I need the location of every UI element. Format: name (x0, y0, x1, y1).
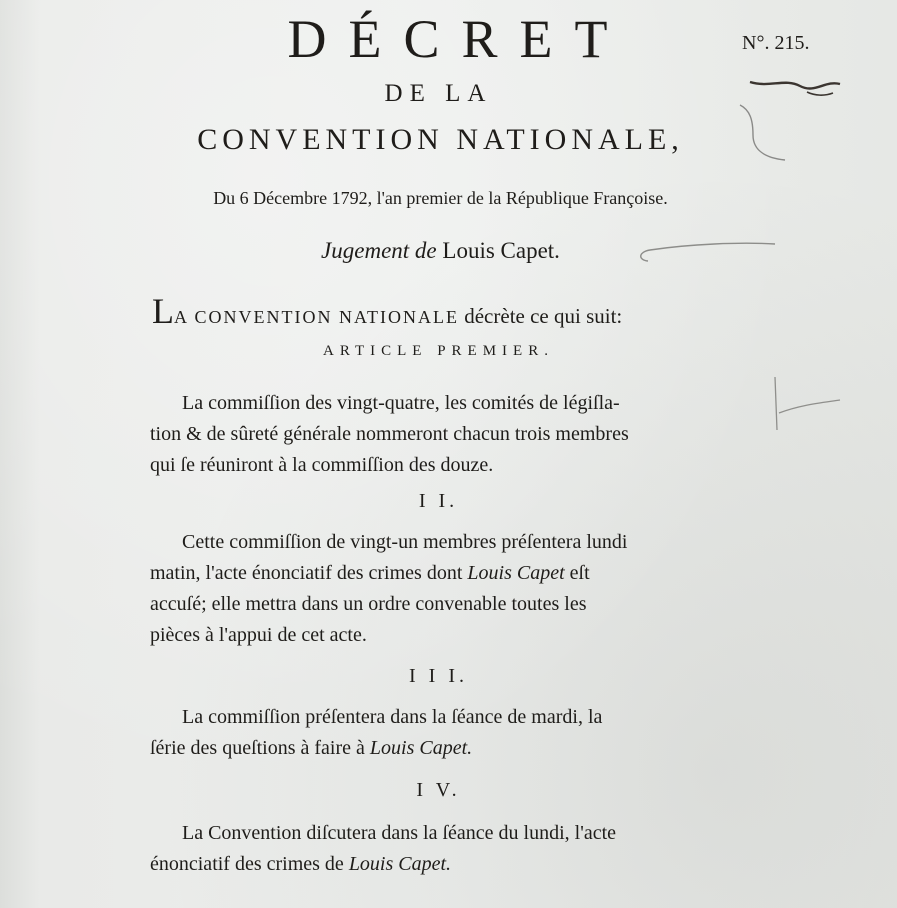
text-line: La Convention diſcutera dans la ſéance du lundi, l'acte (182, 822, 617, 844)
decree-small-caps: A CONVENTION NATIONALE (174, 307, 459, 327)
article-text (150, 818, 740, 880)
text-fragment: ſérie des queſtions à faire à (150, 737, 365, 759)
text-fragment: eſt (569, 562, 590, 584)
article-heading: I I I. (409, 665, 468, 687)
text-line: accuſé; elle mettra dans un ordre convenable toutes les (150, 593, 587, 615)
text-fragment: matin, l'acte énonciatif des crimes dont (150, 562, 463, 584)
text-line: Cette commiſſion de vingt-un membres préſentera lundi (182, 531, 628, 553)
document-title: DÉCRET (287, 9, 630, 69)
pencil-margin-mark (765, 375, 845, 435)
text-line (150, 558, 740, 589)
pencil-bracket-mark (735, 100, 795, 170)
italic-name: Louis Capet (467, 562, 565, 584)
article-text (150, 702, 740, 764)
text-line: qui ſe réuniront à la commiſſion des douze. (150, 454, 494, 476)
decree-opening (152, 290, 622, 332)
judgement-prefix: Jugement de (321, 238, 437, 263)
decree-initial: L (152, 291, 174, 331)
text-line: La commiſſion des vingt-quatre, les comités de légiſla- (182, 392, 620, 414)
judgement-name: Louis Capet. (442, 238, 560, 263)
text-line: La commiſſion préſentera dans la ſéance de mardi, la (182, 706, 603, 728)
subtitle-convention: CONVENTION NATIONALE, (197, 123, 684, 156)
article-heading: ARTICLE PREMIER. (323, 343, 554, 359)
text-line (150, 733, 740, 764)
italic-name: Louis Capet. (348, 853, 452, 875)
text-fragment: énonciatif des crimes de (150, 853, 344, 875)
italic-name: Louis Capet. (369, 737, 473, 759)
article-heading: I V. (416, 779, 461, 801)
article-text (150, 388, 740, 481)
article-heading: I I. (418, 490, 459, 512)
date-line: Du 6 Décembre 1792, l'an premier de la République Françoise. (213, 188, 668, 208)
text-line: tion & de sûreté générale nommeront chacun trois membres (150, 423, 629, 445)
article-text (150, 527, 740, 651)
subtitle-de-la: DE LA (384, 80, 493, 107)
decree-rest: décrète ce qui suit: (464, 304, 623, 328)
pencil-arrow-mark (630, 232, 780, 272)
text-line: pièces à l'appui de cet acte. (150, 624, 367, 646)
document-number: N°. 215. (742, 32, 810, 54)
text-line (150, 849, 740, 880)
